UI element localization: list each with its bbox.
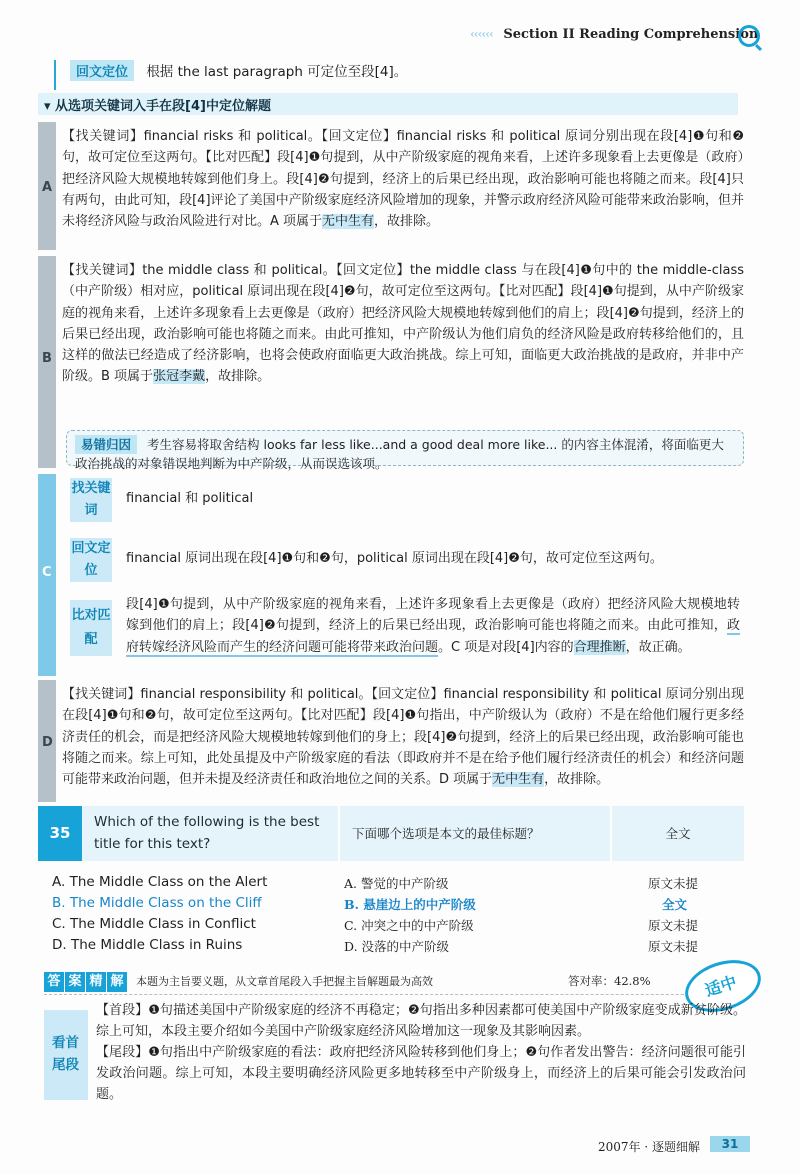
difficulty-badge: 适中 — [678, 951, 767, 1021]
divider — [44, 994, 744, 995]
answer-tiles: 答 案 精 解 — [44, 970, 128, 992]
section-bar — [38, 93, 738, 115]
answer-desc: 本题为主旨要义题，从文章首尾段入手把握主旨解题最为高效 — [136, 975, 433, 988]
option-b-label: B — [38, 256, 56, 468]
option-a-cn: A. 警觉的中产阶级 — [344, 876, 449, 891]
running-header — [470, 27, 770, 49]
find-keyword-text: financial 和 political — [126, 491, 254, 506]
question-scope: 全文 — [612, 806, 744, 861]
option-a-en: A. The Middle Class on the Alert — [52, 874, 268, 890]
question-35 — [38, 806, 744, 861]
error-note — [66, 430, 744, 471]
option-b-cn: B. 悬崖边上的中产阶级 — [344, 897, 476, 912]
footer-text: 2007年 · 逐题细解 — [598, 1140, 700, 1154]
answer-header — [44, 970, 744, 992]
option-d-note: 原文未提 — [648, 939, 699, 954]
question-number: 35 — [38, 806, 82, 861]
option-c-label: C — [38, 474, 56, 676]
option-c-en: C. The Middle Class in Conflict — [52, 916, 256, 932]
option-b-text: 【找关键词】the middle class 和 political。【回文定位】the middle class 与在段[4]❶句中的 the middle-class（中产阶级）相对应，political 原词出现在段[4]❷句，故可定位至这两句。【比对匹配】段[4]❶句提到，从中产阶级家庭的视角来看，上述许多现象看上去更像是（政府）把经济风险大规模地转嫁到他们的肩上；段[4]❷句提到，经济上的后果已经出现，政治影响可能也将随之而来。由此可推知，中产阶级认为他们肩负的经济风险是政府转移给他们的，且这样的做法已经造成了经济影响，也将会使政府面临更大政治挑战。综上可知，面临更大政治挑战的是政府，并非中产阶级。B 项属于张冠李戴，故排除。 — [62, 263, 744, 385]
answer-body — [96, 1000, 746, 1105]
option-b-en: B. The Middle Class on the Cliff — [52, 895, 262, 911]
highlight: 无中生有 — [492, 772, 545, 788]
section-bar-label: ▾ 从选项关键词入手在段[4]中定位解题 — [44, 99, 271, 114]
page-number: 31 — [710, 1136, 750, 1152]
option-a-note: 原文未提 — [648, 876, 699, 891]
option-d-block — [38, 680, 744, 802]
locate-tag: 回文定位 — [70, 60, 134, 81]
highlight: 合理推断 — [573, 639, 626, 655]
head-tail-label: 看首尾段 — [44, 1010, 88, 1100]
option-d-label: D — [38, 680, 56, 802]
correct-rate: 答对率：42.8% — [568, 974, 651, 988]
q-logo-icon — [738, 25, 760, 47]
error-badge: 易错归因 — [75, 435, 137, 454]
highlight: 张冠李戴 — [153, 369, 206, 385]
option-a-label: A — [38, 122, 56, 250]
option-d-cn: D. 没落的中产阶级 — [344, 939, 450, 954]
error-text: 考生容易将取舍结构 looks far less like...and a good deal more like... 的内容主体混淆，将面临更大政治挑战的对象错误地判断为中产阶级，从而误选该项。 — [75, 437, 724, 471]
option-a-block — [38, 122, 744, 250]
option-a-text: 【找关键词】financial risks 和 political。【回文定位】financial risks 和 political 原词分别出现在段[4]❶句和❷句，故可定位至这两句。【比对匹配】段[4]❶句提到，从中产阶级家庭的视角来看，上述许多现象看上去更像是（政府）把经济风险大规模地转嫁到他们身上。段[4]❷句提到，经济上的后果已经出现，政治影响可能也将随之而来。段[4]只有两句，由此可知，段[4]评论了美国中产阶级家庭经济风险增加的现象，并警示政府经济风险可能带来政治影响，但并未将经济风险与政治风险进行对比。A 项属于无中生有，故排除。 — [62, 129, 744, 230]
option-c-note: 原文未提 — [648, 918, 699, 933]
option-d-text: 【找关键词】financial responsibility 和 political。【回文定位】financial responsibility 和 political 原词分别出现在段[4]❶句和❷句，故可定位至这两句。【比对匹配】段[4]❶句指出，中产阶级认为（政府）不是在给他们履行更多经济责任的机会，而是把经济风险大规模地转嫁到他们的身上；段[4]❷句提到，经济上的后果已经出现，政治影响可能也将随之而来。综上可知，此处虽提及中产阶级家庭的看法（即政府并不是在给予他们履行经济责任的机会）和经济问题可能带来政治问题，但并未提及经济责任和政治地位之间的关系。D 项属于无中生有，故排除。 — [62, 687, 744, 788]
accent-line — [54, 60, 56, 90]
locate-box: 回文定位 — [70, 538, 112, 582]
match-box: 比对匹配 — [70, 600, 112, 656]
option-b-note: 全文 — [662, 897, 688, 912]
highlight: 政府转嫁经济风险而产生的经济问题可能将带来政治问题 — [126, 618, 740, 655]
header-title: Section II Reading Comprehension — [503, 27, 759, 42]
locate-text-c: financial 原词出现在段[4]❶句和❷句，political 原词出现在段[4]❷句，故可定位至这两句。 — [126, 551, 663, 566]
match-text: 段[4]❶句提到，从中产阶级家庭的视角来看，上述许多现象看上去更像是（政府）把经济风险大规模地转嫁到他们的肩上；段[4]❷句提到，经济上的后果已经出现，政治影响可能也将随之而来。由此可推知，政府转嫁经济风险而产生的经济问题可能将带来政治问题。C 项是对段[4]内容的合理推断，故正确。 — [126, 597, 740, 655]
first-paragraph-note: 【首段】❶句描述美国中产阶级家庭的经济不再稳定；❷句指出多种因素都可使美国中产阶级家庭变成新贫阶级。综上可知，本段主要介绍如今美国中产阶级家庭经济风险增加这一现象及其影响因素。 — [96, 1003, 746, 1039]
arrows-icon: ‹‹‹‹‹‹ — [470, 27, 493, 41]
highlight: 无中生有 — [322, 214, 375, 230]
option-d-en: D. The Middle Class in Ruins — [52, 937, 243, 953]
locate-text: 根据 the last paragraph 可定位至段[4]。 — [146, 64, 408, 80]
question-text-cn: 下面哪个选项是本文的最佳标题？ — [340, 806, 610, 861]
question-text: Which of the following is the best title for this text? — [82, 806, 338, 861]
locate-row — [70, 60, 407, 81]
find-keyword-box: 找关键词 — [70, 478, 112, 522]
last-paragraph-note: 【尾段】❶句指出中产阶级家庭的看法：政府把经济风险转移到他们身上；❷句作者发出警告：经济问题很可能引发政治问题。综上可知，本段主要明确经济风险更多地转移至中产阶级身上，而经济上的后果可能会引发政治问题。 — [96, 1045, 746, 1102]
option-c-cn: C. 冲突之中的中产阶级 — [344, 918, 474, 933]
